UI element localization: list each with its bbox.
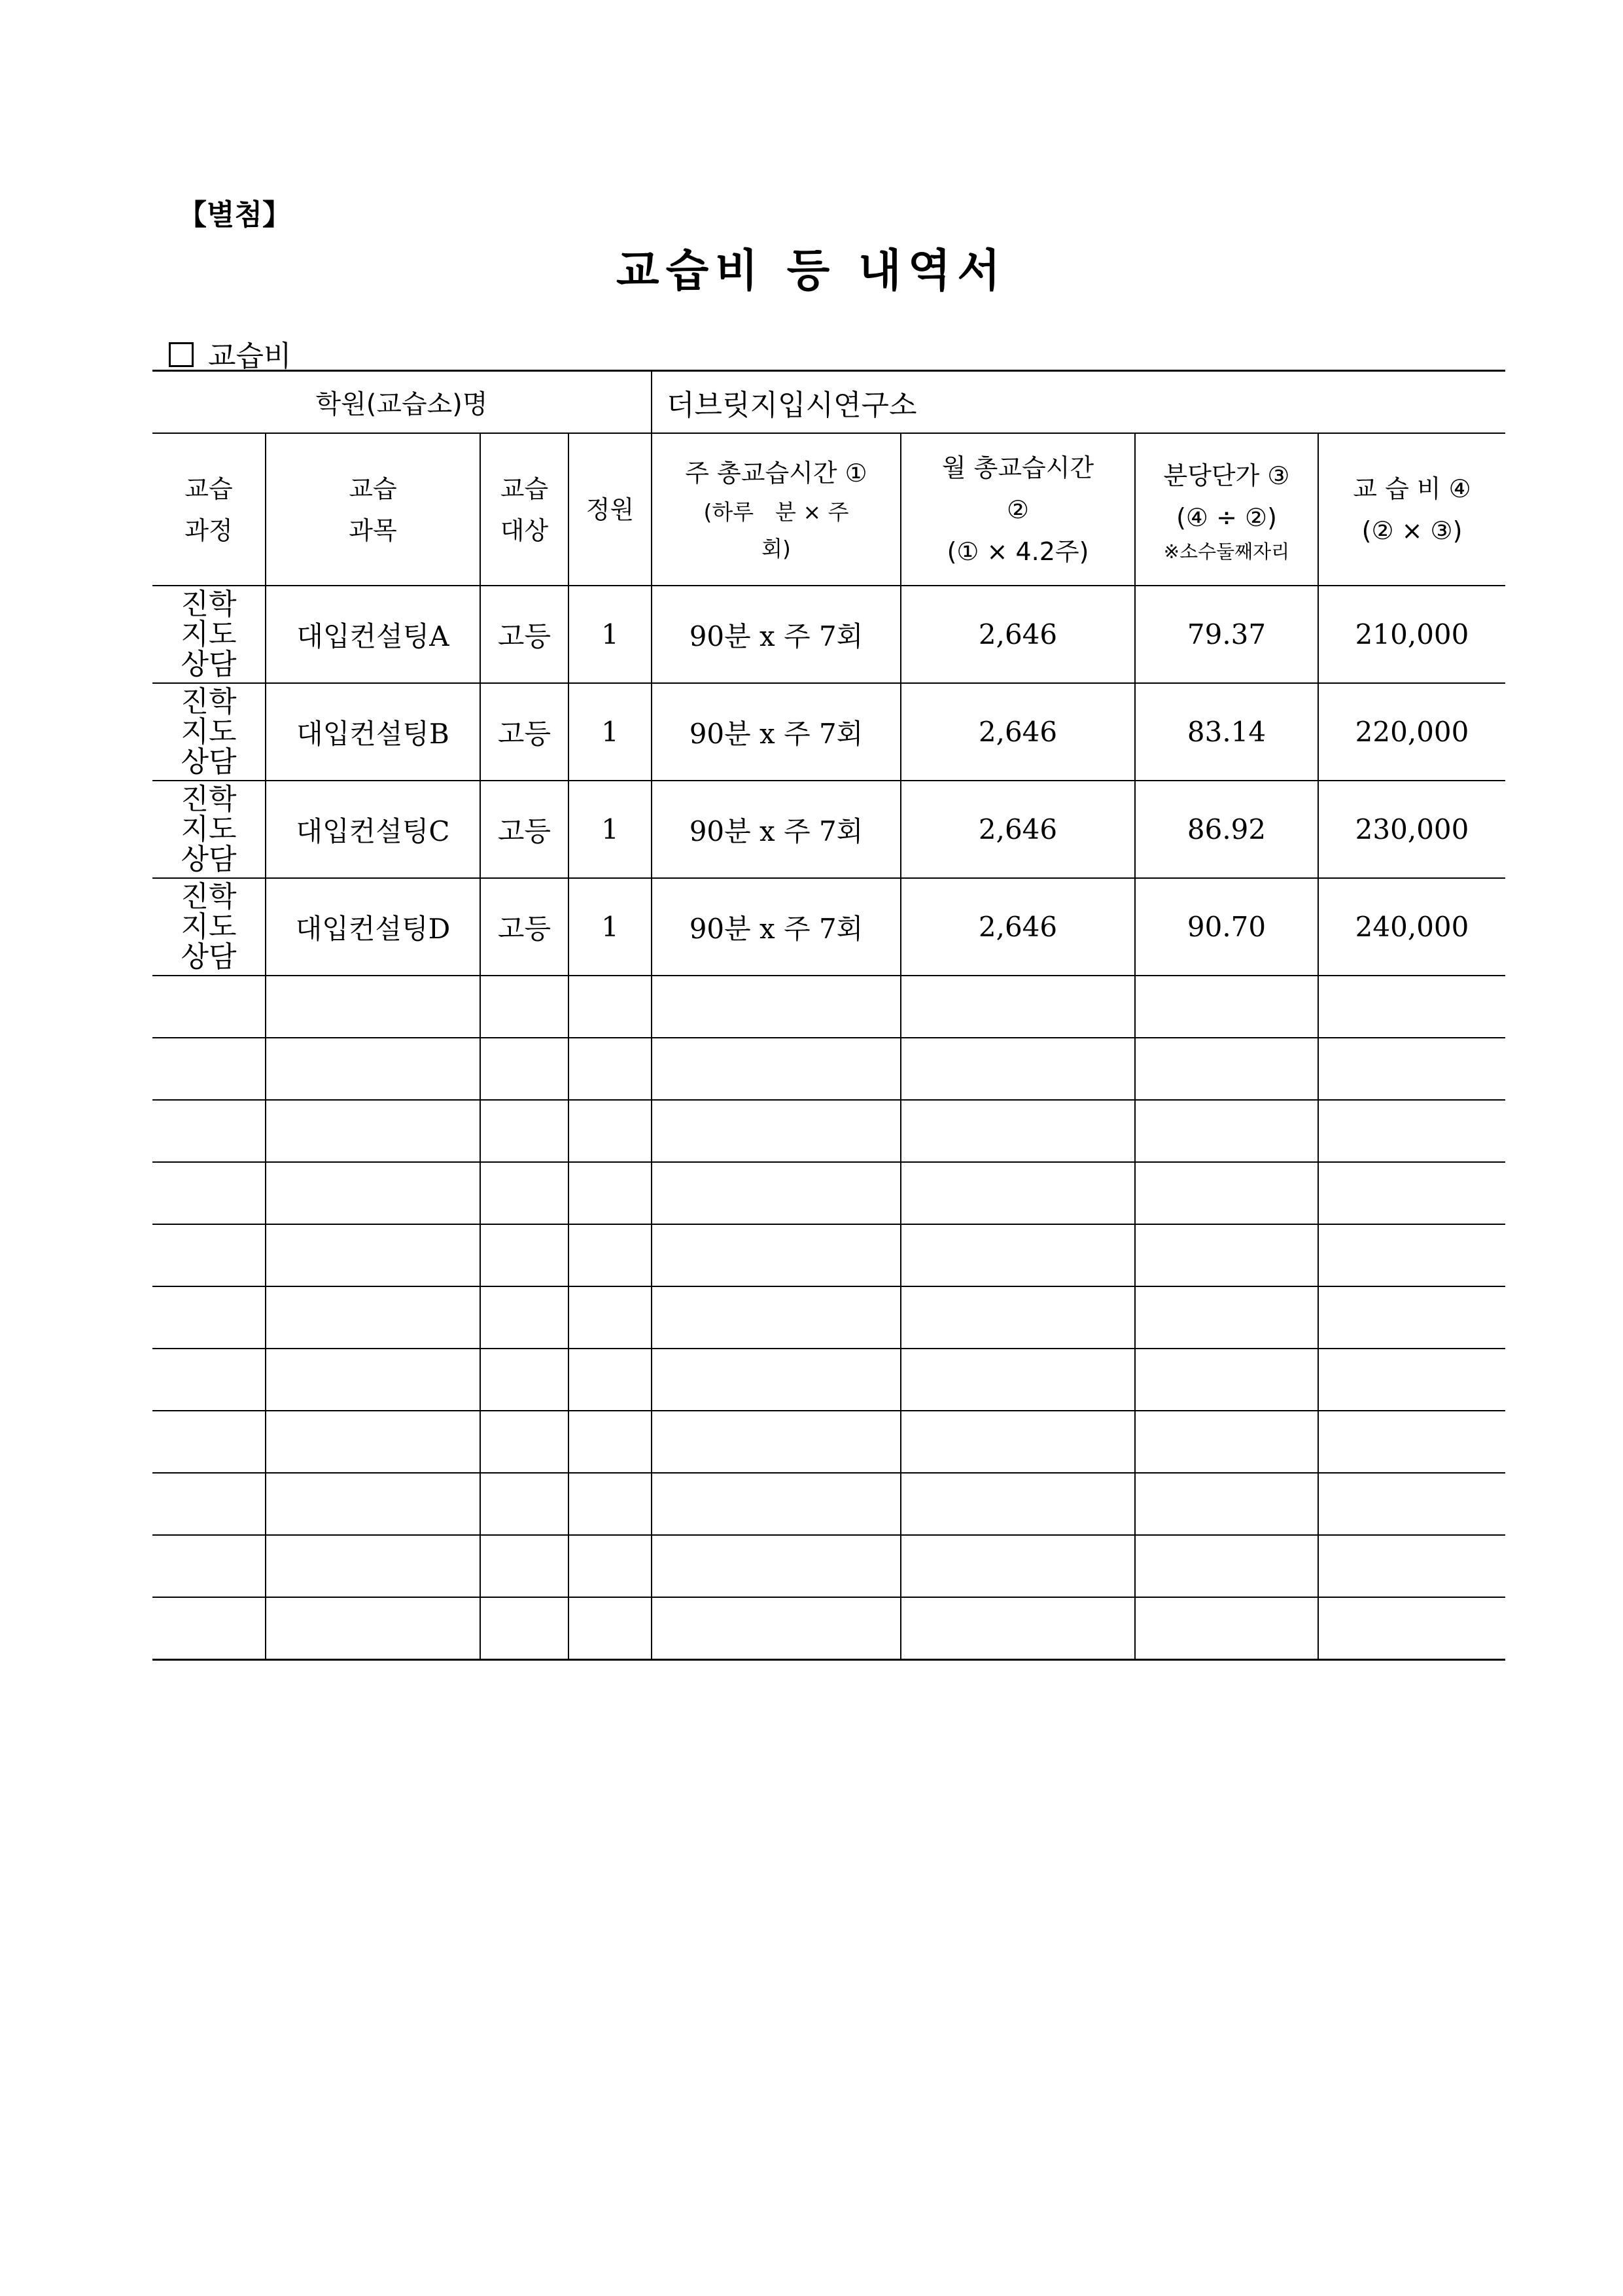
empty-cell xyxy=(266,1038,480,1100)
subject-cell: 대입컨설팅A xyxy=(266,586,480,683)
unit-price-cell: 90.70 xyxy=(1135,878,1318,976)
weekly-hours-cell: 90분 x 주 7회 xyxy=(652,781,901,878)
empty-cell xyxy=(901,1597,1135,1660)
subject-cell: 대입컨설팅D xyxy=(266,878,480,976)
empty-cell xyxy=(568,1162,652,1224)
empty-cell xyxy=(152,1349,266,1411)
unit-price-cell: 83.14 xyxy=(1135,683,1318,781)
header-row xyxy=(152,433,1505,586)
empty-cell xyxy=(1318,1349,1505,1411)
empty-cell xyxy=(152,1038,266,1100)
header-course: 교습 과정 xyxy=(152,433,266,586)
course-cell: 진학 지도 상담 xyxy=(152,878,266,976)
empty-row xyxy=(152,1349,1505,1411)
academy-name-value: 더브릿지입시연구소 xyxy=(652,371,1505,434)
fee-cell: 240,000 xyxy=(1318,878,1505,976)
empty-cell xyxy=(652,1286,901,1349)
empty-cell xyxy=(901,976,1135,1038)
empty-cell xyxy=(480,1411,568,1473)
unit-price-cell: 79.37 xyxy=(1135,586,1318,683)
empty-row xyxy=(152,1224,1505,1286)
empty-cell xyxy=(1135,1473,1318,1535)
target-cell: 고등 xyxy=(480,878,568,976)
empty-cell xyxy=(652,1535,901,1597)
empty-row xyxy=(152,1286,1505,1349)
empty-cell xyxy=(568,1349,652,1411)
empty-cell xyxy=(266,1100,480,1162)
empty-cell xyxy=(1135,1162,1318,1224)
empty-cell xyxy=(1318,976,1505,1038)
academy-name-label: 학원(교습소)명 xyxy=(152,371,652,434)
empty-cell xyxy=(266,1224,480,1286)
target-cell: 고등 xyxy=(480,683,568,781)
empty-row xyxy=(152,1411,1505,1473)
empty-cell xyxy=(152,1162,266,1224)
empty-cell xyxy=(1318,1286,1505,1349)
checkbox-icon xyxy=(169,342,194,367)
empty-cell xyxy=(152,1286,266,1349)
empty-cell xyxy=(568,1224,652,1286)
empty-cell xyxy=(1135,1535,1318,1597)
empty-cell xyxy=(568,1038,652,1100)
empty-cell xyxy=(480,1535,568,1597)
empty-cell xyxy=(1318,1411,1505,1473)
empty-cell xyxy=(568,1597,652,1660)
empty-cell xyxy=(901,1100,1135,1162)
monthly-hours-cell: 2,646 xyxy=(901,683,1135,781)
empty-row xyxy=(152,976,1505,1038)
empty-cell xyxy=(266,1411,480,1473)
header-weekly-hours: 주 총교습시간 ① (하루 분 × 주 회) xyxy=(652,433,901,586)
empty-cell xyxy=(901,1411,1135,1473)
empty-cell xyxy=(1135,1597,1318,1660)
empty-cell xyxy=(480,1286,568,1349)
empty-cell xyxy=(652,1411,901,1473)
empty-cell xyxy=(152,1100,266,1162)
empty-cell xyxy=(901,1349,1135,1411)
empty-cell xyxy=(568,1411,652,1473)
empty-cell xyxy=(266,1286,480,1349)
empty-row xyxy=(152,1535,1505,1597)
header-monthly-hours: 월 총교습시간 ② (① × 4.2주) xyxy=(901,433,1135,586)
empty-cell xyxy=(568,1100,652,1162)
empty-cell xyxy=(480,1038,568,1100)
empty-cell xyxy=(480,1597,568,1660)
empty-cell xyxy=(152,1473,266,1535)
capacity-cell: 1 xyxy=(568,781,652,878)
empty-cell xyxy=(901,1162,1135,1224)
fee-cell: 230,000 xyxy=(1318,781,1505,878)
attachment-label: 【별첨】 xyxy=(178,198,292,232)
course-cell: 진학 지도 상담 xyxy=(152,683,266,781)
empty-cell xyxy=(568,976,652,1038)
empty-cell xyxy=(480,1100,568,1162)
empty-cell xyxy=(568,1473,652,1535)
weekly-hours-cell: 90분 x 주 7회 xyxy=(652,683,901,781)
header-capacity: 정원 xyxy=(568,433,652,586)
header-unit-price: 분당단가 ③ (④ ÷ ②) ※소수둘째자리 xyxy=(1135,433,1318,586)
empty-row xyxy=(152,1162,1505,1224)
monthly-hours-cell: 2,646 xyxy=(901,781,1135,878)
academy-name-row xyxy=(152,371,1505,434)
section-label: 교습비 xyxy=(208,340,292,373)
table-row xyxy=(152,683,1505,781)
empty-cell xyxy=(1318,1597,1505,1660)
empty-cell xyxy=(152,1411,266,1473)
empty-cell xyxy=(266,1597,480,1660)
empty-cell xyxy=(1318,1473,1505,1535)
empty-cell xyxy=(1318,1535,1505,1597)
table-row xyxy=(152,878,1505,976)
empty-cell xyxy=(652,976,901,1038)
target-cell: 고등 xyxy=(480,781,568,878)
empty-cell xyxy=(652,1224,901,1286)
monthly-hours-cell: 2,646 xyxy=(901,586,1135,683)
course-cell: 진학 지도 상담 xyxy=(152,781,266,878)
empty-row xyxy=(152,1100,1505,1162)
empty-cell xyxy=(1135,1349,1318,1411)
empty-cell xyxy=(901,1038,1135,1100)
empty-cell xyxy=(1135,976,1318,1038)
weekly-hours-cell: 90분 x 주 7회 xyxy=(652,878,901,976)
course-cell: 진학 지도 상담 xyxy=(152,586,266,683)
empty-cell xyxy=(568,1535,652,1597)
subject-cell: 대입컨설팅B xyxy=(266,683,480,781)
table-row xyxy=(152,586,1505,683)
empty-cell xyxy=(480,1224,568,1286)
table-row xyxy=(152,781,1505,878)
empty-cell xyxy=(652,1473,901,1535)
empty-cell xyxy=(652,1038,901,1100)
empty-row xyxy=(152,1038,1505,1100)
section-heading xyxy=(169,332,292,374)
empty-cell xyxy=(1318,1224,1505,1286)
empty-row xyxy=(152,1597,1505,1660)
empty-cell xyxy=(652,1597,901,1660)
empty-cell xyxy=(152,976,266,1038)
empty-row xyxy=(152,1473,1505,1535)
empty-cell xyxy=(1135,1411,1318,1473)
empty-cell xyxy=(480,1162,568,1224)
capacity-cell: 1 xyxy=(568,683,652,781)
empty-cell xyxy=(652,1100,901,1162)
empty-cell xyxy=(1135,1038,1318,1100)
empty-cell xyxy=(1135,1224,1318,1286)
unit-price-cell: 86.92 xyxy=(1135,781,1318,878)
empty-cell xyxy=(152,1535,266,1597)
empty-cell xyxy=(152,1597,266,1660)
empty-cell xyxy=(901,1473,1135,1535)
empty-cell xyxy=(266,1162,480,1224)
weekly-hours-cell: 90분 x 주 7회 xyxy=(652,586,901,683)
empty-cell xyxy=(1135,1286,1318,1349)
empty-cell xyxy=(901,1535,1135,1597)
empty-cell xyxy=(568,1286,652,1349)
header-subject: 교습 과목 xyxy=(266,433,480,586)
monthly-hours-cell: 2,646 xyxy=(901,878,1135,976)
empty-cell xyxy=(266,1349,480,1411)
empty-cell xyxy=(1318,1038,1505,1100)
target-cell: 고등 xyxy=(480,586,568,683)
empty-cell xyxy=(480,976,568,1038)
empty-cell xyxy=(901,1286,1135,1349)
fee-table xyxy=(152,370,1505,1661)
empty-cell xyxy=(652,1162,901,1224)
empty-cell xyxy=(901,1224,1135,1286)
capacity-cell: 1 xyxy=(568,878,652,976)
empty-cell xyxy=(266,976,480,1038)
header-fee: 교 습 비 ④ (② × ③) xyxy=(1318,433,1505,586)
empty-cell xyxy=(652,1349,901,1411)
empty-cell xyxy=(1318,1162,1505,1224)
empty-cell xyxy=(152,1224,266,1286)
capacity-cell: 1 xyxy=(568,586,652,683)
subject-cell: 대입컨설팅C xyxy=(266,781,480,878)
empty-cell xyxy=(266,1473,480,1535)
document-title: 교습비 등 내역서 xyxy=(616,245,1007,297)
empty-cell xyxy=(1135,1100,1318,1162)
header-target: 교습 대상 xyxy=(480,433,568,586)
empty-cell xyxy=(266,1535,480,1597)
fee-cell: 220,000 xyxy=(1318,683,1505,781)
empty-cell xyxy=(480,1349,568,1411)
fee-cell: 210,000 xyxy=(1318,586,1505,683)
empty-cell xyxy=(1318,1100,1505,1162)
empty-cell xyxy=(480,1473,568,1535)
